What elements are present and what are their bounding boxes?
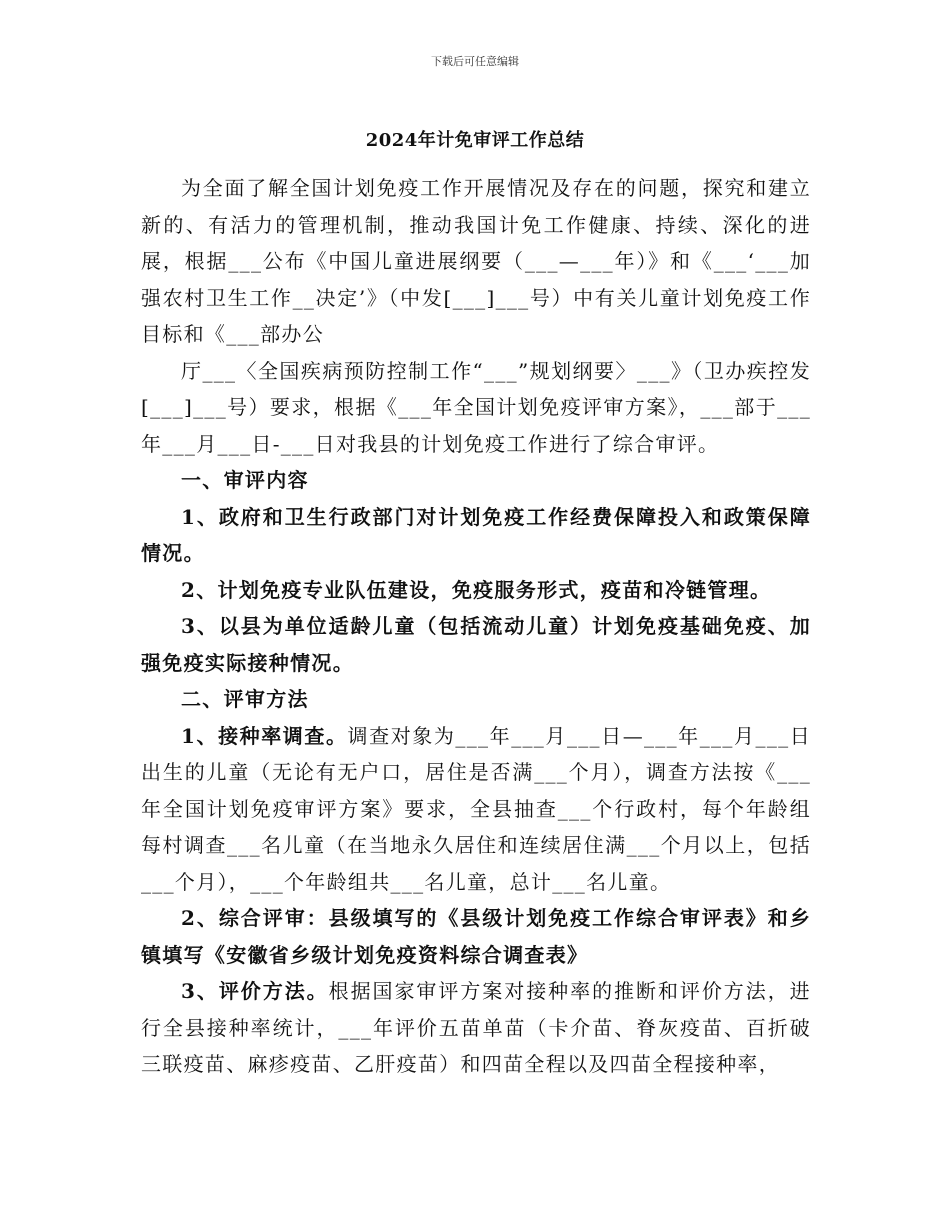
header-note: 下载后可任意编辑 [431, 55, 519, 68]
paragraph-intro-continued: 厅___〈全国疾病预防控制工作“___”规划纲要〉___》（卫办疾控发[___]___号）要求，根据《___年全国计划免疫评审方案》，___部于___年___月___日-___日对我县的计划免疫工作进行了综合审评。 [141, 358, 811, 456]
review-item-1: 1、政府和卫生行政部门对计划免疫工作经费保障投入和政策保障情况。 [141, 504, 811, 565]
method-item-3 [141, 973, 811, 1083]
section-heading-review-method: 二、评审方法 [181, 687, 309, 711]
method-item-3-lead: 3、评价方法。 [181, 979, 329, 1003]
paragraph-intro: 为全面了解全国计划免疫工作开展情况及存在的问题，探究和建立新的、有活力的管理机制，推动我国计免工作健康、持续、深化的进展，根据___公布《中国儿童进展纲要（___—___年）》和《___‘___加强农村卫生工作__决定’》（中发[___]___号）中有关儿童计划免疫工作目标和《___部办公 [141, 176, 811, 346]
section-heading-review-content: 一、审评内容 [181, 468, 309, 492]
review-item-3: 3、以县为单位适龄儿童（包括流动儿童）计划免疫基础免疫、加强免疫实际接种情况。 [141, 614, 811, 675]
method-item-3-body: 根据国家审评方案对接种率的推断和评价方法，进行全县接种率统计，___年评价五苗单苗（卡介苗、脊灰疫苗、百折破三联疫苗、麻疹疫苗、乙肝疫苗）和四苗全程以及四苗全程接种率， [141, 979, 811, 1076]
method-item-1-lead: 1、接种率调查。 [181, 723, 348, 748]
document-body [141, 170, 811, 1083]
method-item-2: 2、综合评审：县级填写的《县级计划免疫工作综合审评表》和乡镇填写《安徽省乡级计划免疫资料综合调查表》 [141, 906, 811, 967]
method-item-1-body: 调查对象为___年___月___日—___年___月___日出生的儿童（无论有无户口，居住是否满___个月），调查方法按《___年全国计划免疫审评方案》要求，全县抽查___个行政村，每个年龄组每村调查___名儿童（在当地永久居住和连续居住满___个月以上，包括___个月），___个年龄组共___名儿童，总计___名儿童。 [141, 723, 811, 894]
method-item-1 [141, 718, 811, 901]
document-title: 2024年计免审评工作总结 [365, 130, 585, 151]
review-item-2: 2、计划免疫专业队伍建设，免疫服务形式，疫苗和冷链管理。 [181, 577, 772, 602]
